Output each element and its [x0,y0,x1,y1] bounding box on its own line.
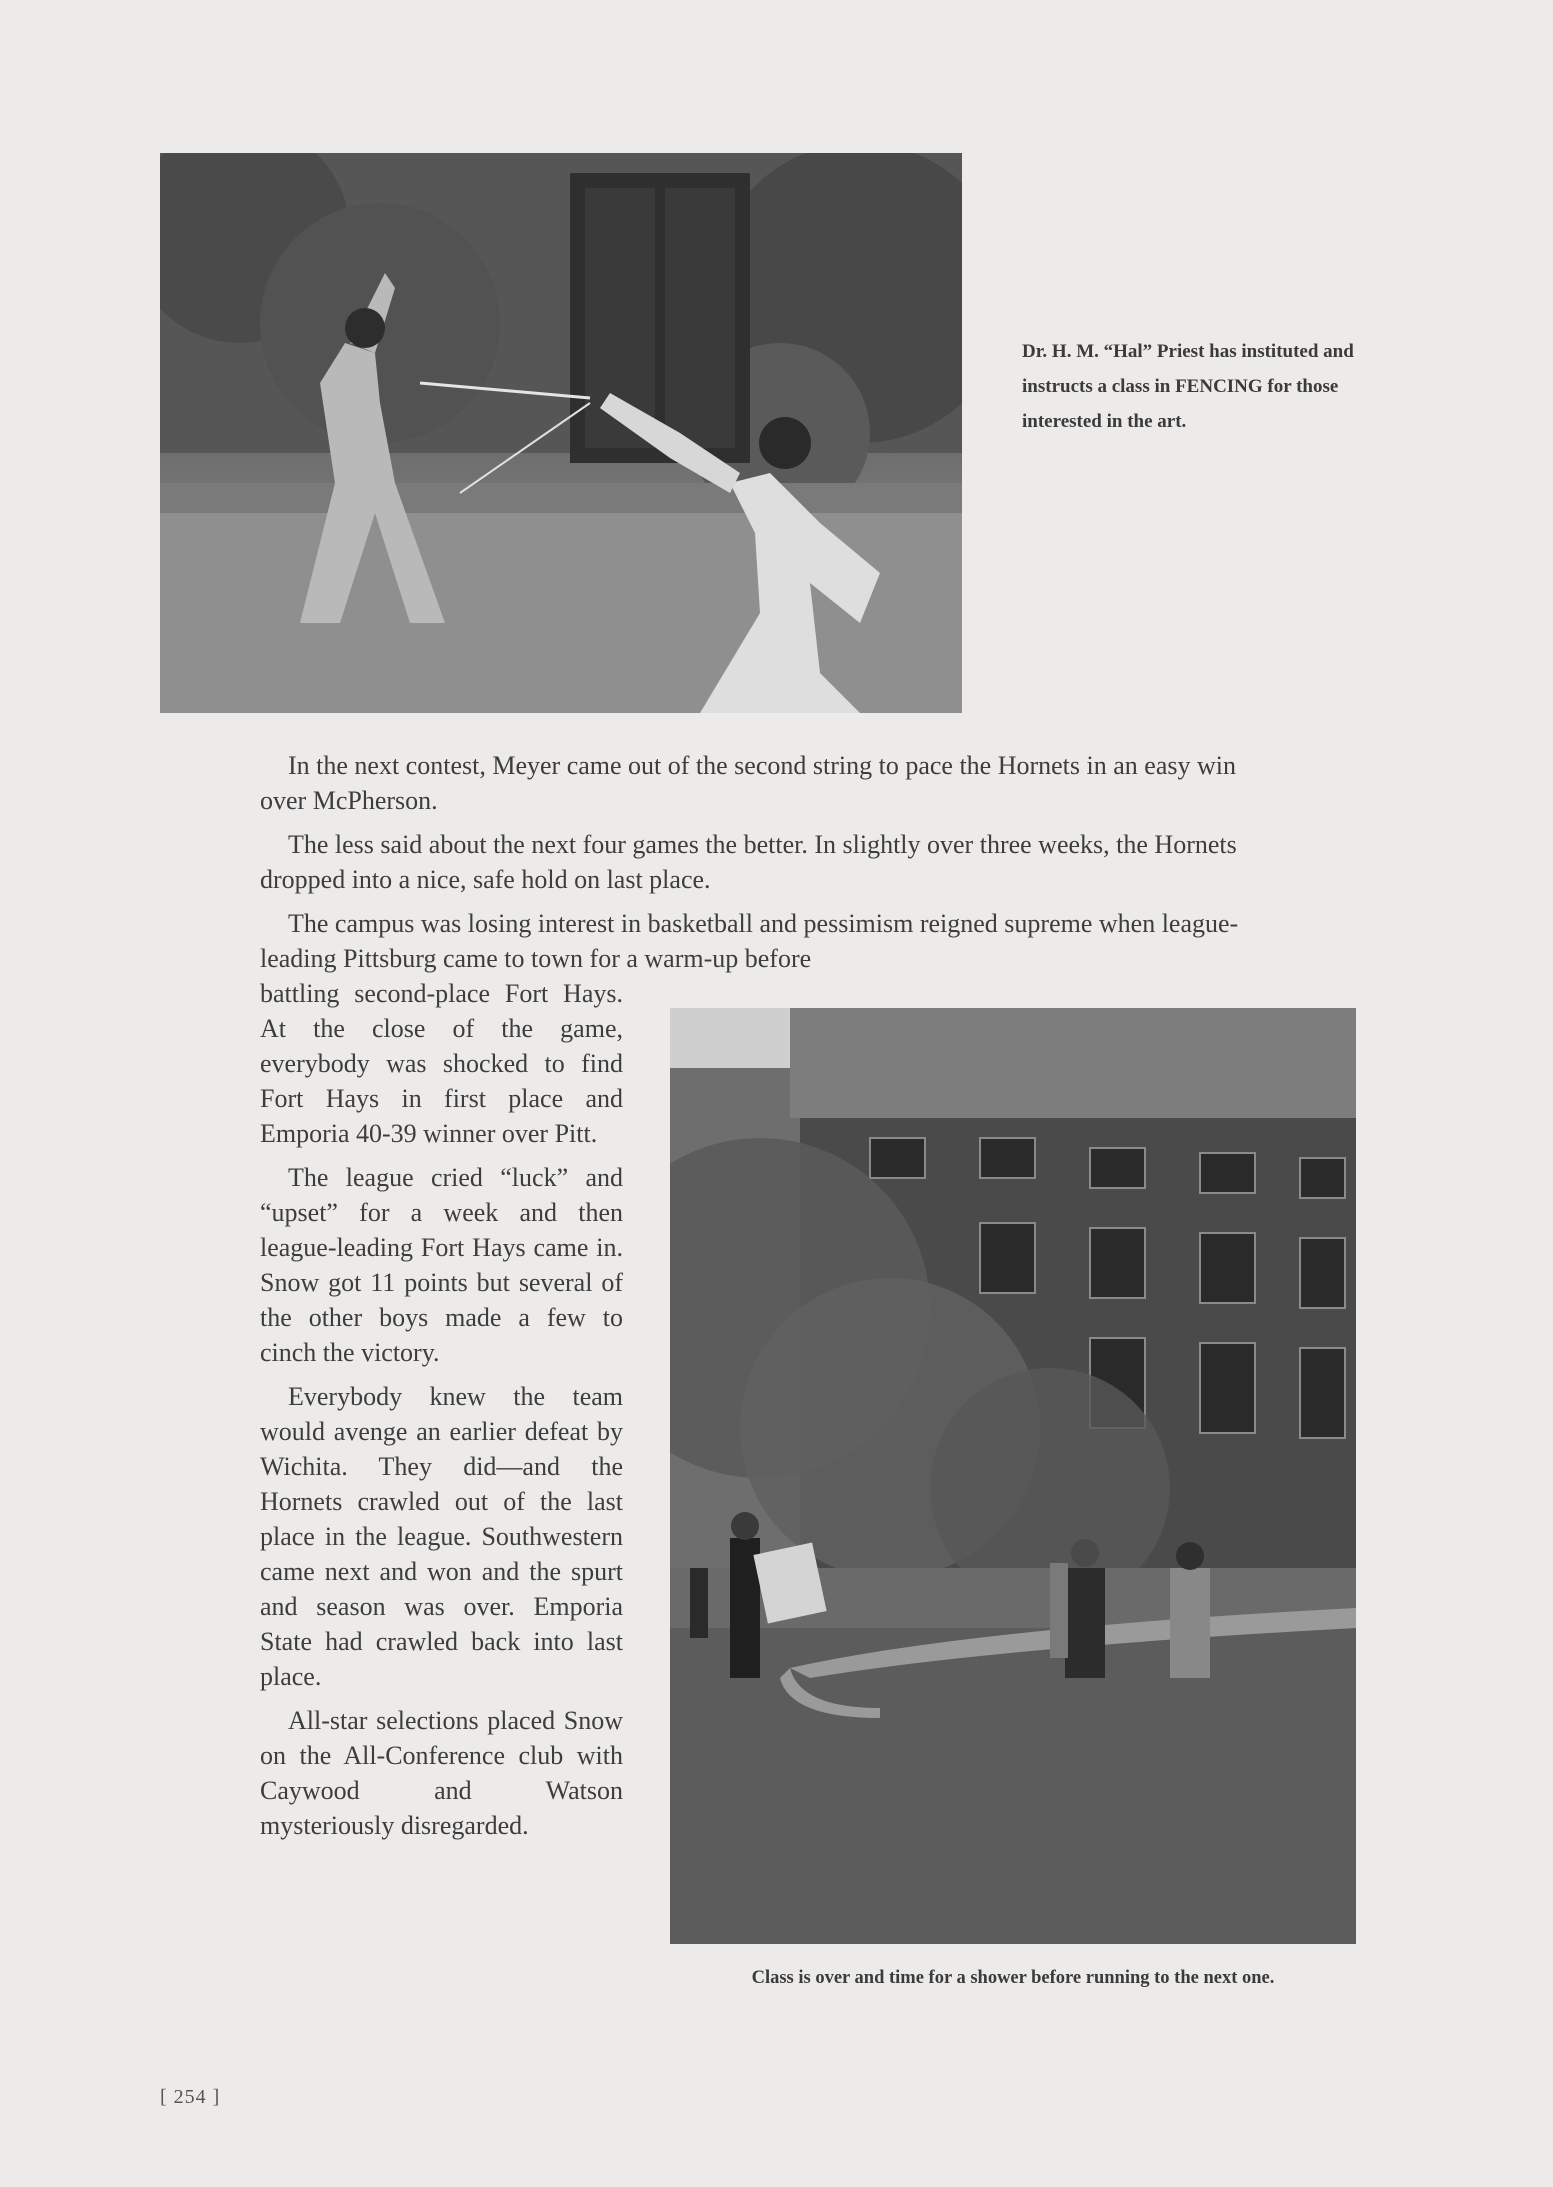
left-column-text [260,976,623,1852]
fencing-photo [160,153,962,713]
paragraph-3-continued: battling second-place Fort Hays. At the close of the game, everybody was shocked to find Fort Hays in first place and Emporia 40-39 winner over Pitt. [260,979,623,1148]
campus-photo [670,1008,1356,1944]
paragraph-3: The campus was losing interest in basketball and pessimism reigned supreme when league-leading Pittsburg came to town for a warm-up before [260,909,1239,973]
paragraph-5: Everybody knew the team would avenge an earlier defeat by Wichita. They did—and the Hornets crawled out of the last place in the league. Southwestern came next and won and the spurt and season was over. Emporia State had crawled back into last place. [260,1382,623,1691]
fencing-caption: Dr. H. M. “Hal” Priest has instituted and instructs a class in FENCING for those interested in the art. [1022,341,1354,432]
intro-text [260,748,1260,985]
campus-caption: Class is over and time for a shower before running to the next one. [751,1968,1275,1988]
paragraph-2: The less said about the next four games the better. In slightly over three weeks, the Hornets dropped into a nice, safe hold on last place. [260,830,1237,894]
paragraph-6: All-star selections placed Snow on the All-Conference club with Caywood and Watson mysteriously disregarded. [260,1706,623,1840]
page-number: [ 254 ] [160,2086,221,2108]
paragraph-1: In the next contest, Meyer came out of the second string to pace the Hornets in an easy win over McPherson. [260,751,1236,815]
paragraph-4: The league cried “luck” and “upset” for a week and then league-leading Fort Hays came in. Snow got 11 points but several of the other boys made a few to cinch the victory. [260,1163,623,1367]
